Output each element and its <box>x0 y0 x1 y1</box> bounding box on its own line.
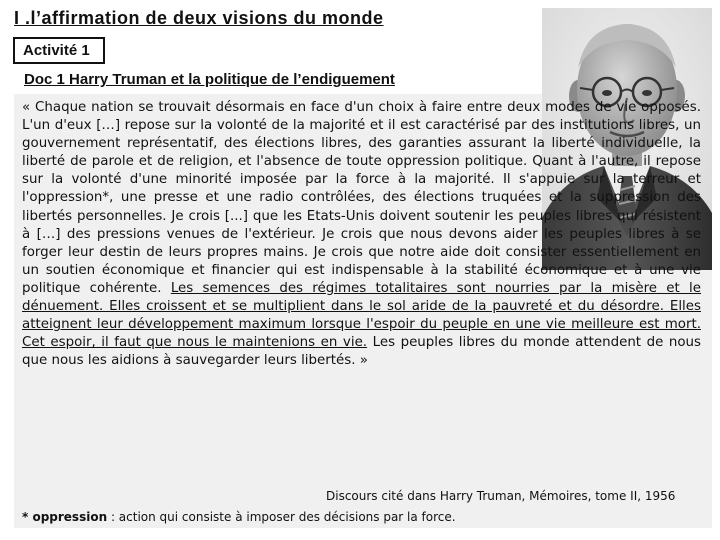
source-citation: Discours cité dans Harry Truman, Mémoires, tome II, 1956 <box>326 489 676 503</box>
footnote <box>22 510 456 524</box>
footnote-definition: : action qui consiste à imposer des décisions par la force. <box>107 510 456 524</box>
quote-part-2: Les peuples libres du monde attendent de nous que nous les aidions à sauvegarder leurs libertés. » <box>22 335 701 369</box>
quote-underlined-passage: Les semences des régimes totalitaires sont nourries par la misère et le dénuement. Elles croissent et se multiplient dans le sol aride de la pauvreté et du désordre. Elles atteignent leur développement maximum lorsque l'espoir du peuple en une vie meilleure est mort. Cet espoir, il faut que nous le maintenions en vie. <box>22 280 702 351</box>
page-title: I .l’affirmation de deux visions du monde <box>14 8 384 28</box>
activity-label: Activité 1 <box>13 37 105 64</box>
footnote-term: * oppression <box>22 510 108 524</box>
document-title: Doc 1 Harry Truman et la politique de l’endiguement <box>24 71 395 88</box>
quote-text <box>22 99 701 370</box>
quote-part-1: « Chaque nation se trouvait désormais en face d'un choix à faire entre deux modes de vie opposés. L'un d'eux […] repose sur la volonté de la majorité et il est caractérisé par des institutions libres, un gouvernement représentatif, des élections libres, des garanties assurant la liberté individuelle, la liberté de parole et de religion, et l'absence de toute oppression politique. Quant à l'autre, il repose sur la volonté d'une minorité imposée par la force à la majorité. Il s'appuie sur la terreur et l'oppression*, une presse et une radio contrôlées, des élections truquées et la suppression des libertés personnelles. Je crois [...] que les Etats-Unis doivent soutenir les peuples libres qui résistent à […] des pressions venues de l'extérieur. Je crois que nous devons aider les peuples libres à se forger leur destin de leurs propres mains. Je crois que notre aide doit consister essentiellement en un soutien économique et financier qui est indispensable à la stabilité économique et à une vie politique cohérente. <box>22 100 701 296</box>
